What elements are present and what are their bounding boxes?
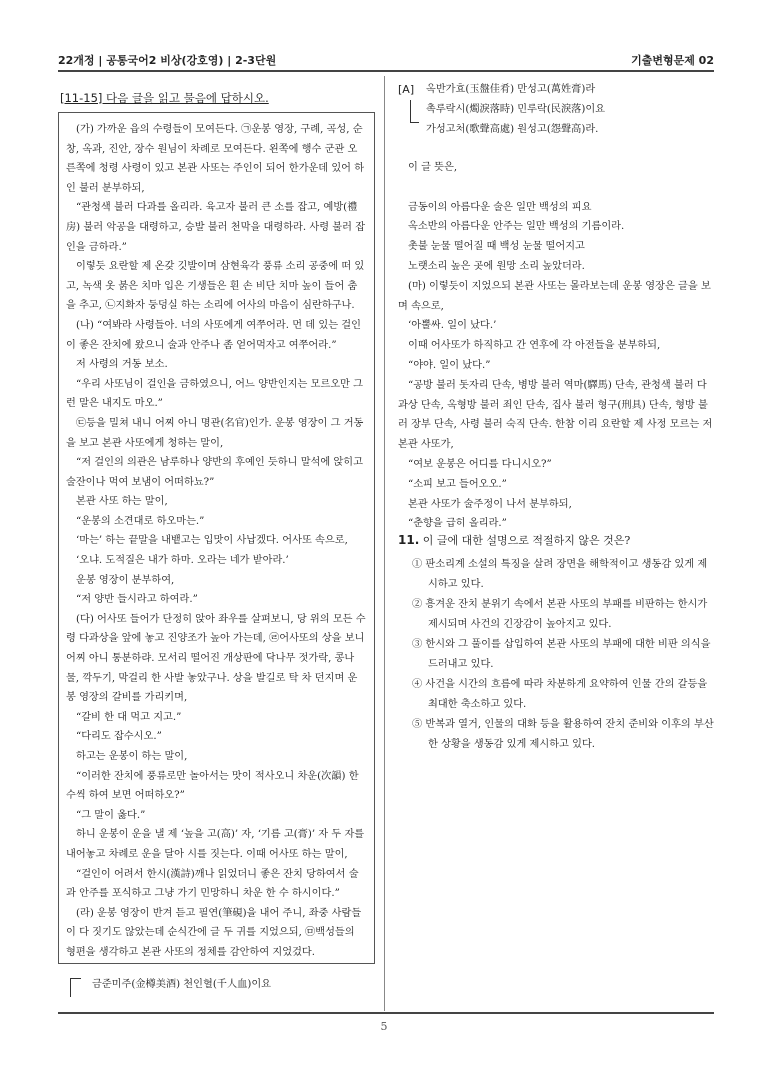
- passage-paragraph: 본관 사또 하는 말이,: [76, 496, 168, 508]
- passage-paragraph: “걸인이 어려서 한시(漢詩)깨나 읽었더니 좋은 잔치 당하여서 술과 안주를 포식하고 그냥 가기 민망하니 차운 한 수 하시이다.”: [66, 868, 359, 900]
- header-worksheet-title: 기출변형문제 02: [631, 54, 714, 67]
- question-number: 11.: [398, 533, 420, 547]
- passage-paragraph: 노랫소리 높은 곳에 원망 소리 높았더라.: [408, 260, 585, 272]
- passage-paragraph: ‘오냐. 도적질은 내가 하마. 오라는 네가 받아라.’: [76, 555, 289, 567]
- passage-paragraph: (라) 운봉 영장이 반겨 듣고 필연(筆硯)을 내어 주니, 좌중 사람들이 다 짓기도 않았는데 순식간에 글 두 귀를 지었으되, ㉤백성들의 형편을 생각하고 본관 사또의 정체를 감안하여 지었겄다.: [66, 907, 362, 958]
- passage-paragraph: 옥소반의 아름다운 안주는 일만 백성의 기름이라.: [408, 221, 625, 233]
- passage-paragraph: “공방 불러 돗자리 단속, 병방 불러 역마(驛馬) 단속, 관청색 불러 다과상 단속, 옥형방 불러 죄인 단속, 집사 불러 형구(刑具) 단속, 형방 불러 장부 단속, 사령 불러 숙직 단속. 한참 이리 요란할 제 사정 모르는 저 본관 사또가,: [398, 379, 713, 451]
- answer-options: [412, 555, 714, 755]
- passage-paragraph: 운봉 영장이 분부하여,: [76, 574, 175, 586]
- passage-paragraph: 하고는 운봉이 하는 말이,: [76, 751, 188, 762]
- passage-paragraph: 이때 어사또가 하직하고 간 연후에 각 아전들을 분부하되,: [408, 340, 661, 352]
- question-11: [398, 532, 630, 548]
- right-passage-body: [398, 158, 714, 534]
- answer-option[interactable]: ⑤ 반복과 열거, 인물의 대화 등을 활용하여 잔치 준비와 이후의 부산한 상황을 생동감 있게 제시하고 있다.: [412, 719, 714, 750]
- passage-paragraph: “다리도 잡수시오.”: [76, 731, 162, 743]
- passage-paragraph: 촛불 눈물 떨어질 때 백성 눈물 떨어지고: [408, 241, 585, 253]
- question-text: 이 글에 대한 설명으로 적절하지 않은 것은?: [422, 534, 631, 547]
- passage-paragraph: “이러한 잔치에 풍류로만 놀아서는 맛이 적사오니 차운(次韻) 한 수씩 하여 보면 어떠하오?”: [66, 770, 359, 802]
- answer-option[interactable]: ① 판소리계 소설의 특징을 살려 장면을 해학적이고 생동감 있게 제시하고 있다.: [412, 559, 708, 590]
- passage-paragraph: 하니 운봉이 운을 낼 제 ‘높을 고(高)’ 자, ‘기름 고(膏)’ 자 두 자를 내어놓고 차례로 운을 달아 시를 짓는다. 이때 어사또 하는 말이,: [66, 829, 365, 860]
- column-divider: [384, 76, 385, 1011]
- passage-paragraph: 이 글 뜻은,: [408, 162, 458, 173]
- poem-first-line: [66, 975, 271, 990]
- answer-option[interactable]: ③ 한시와 그 풀이를 삽입하여 본관 사또의 부패에 대한 비판 의식을 드러내고 있다.: [412, 639, 711, 670]
- answer-option[interactable]: ② 흥겨운 잔치 분위기 속에서 본관 사또의 부패를 비판하는 한시가 제시되며 사건의 긴장감이 높아지고 있다.: [412, 599, 708, 630]
- passage-paragraph: “소피 보고 들어오오.”: [408, 478, 507, 490]
- passage-paragraph: 본관 사또가 술주정이 나서 분부하되,: [408, 498, 572, 510]
- passage-paragraph: “춘향을 급히 올리라.”: [408, 518, 507, 530]
- passage-paragraph: 저 사령의 거동 보소.: [76, 359, 168, 371]
- answer-option[interactable]: ④ 사건을 시간의 흐름에 따라 차분하게 요약하여 인물 간의 갈등을 최대한 축소하고 있다.: [412, 679, 708, 710]
- passage-paragraph: “우리 사또님이 걸인을 금하였으니, 어느 양반인지는 모르오만 그런 말은 내지도 마오.”: [66, 378, 363, 410]
- passage-paragraph: (나) “여봐라 사령들아. 너의 사또에게 여쭈어라. 먼 데 있는 걸인이 좋은 잔치에 왔으니 술과 안주나 좀 얻어먹자고 여쭈어라.”: [66, 319, 361, 351]
- question-group-heading: [11-15] 다음 글을 읽고 물음에 답하시오.: [60, 91, 269, 105]
- passage-paragraph: “운봉의 소견대로 하오마는.”: [76, 515, 205, 527]
- passage-paragraph: “관청색 불러 다과를 올리라. 육고자 불러 큰 소를 잡고, 예방(禮房) 불러 악공을 대령하고, 승발 불러 천막을 대령하라. 사령 불러 잡인을 금하라.”: [66, 202, 366, 253]
- passage-paragraph: “여보 운봉은 어디를 다니시오?”: [408, 458, 552, 470]
- poem-first-line-text: 금준미주(金樽美酒) 천인혈(千人血)이요: [92, 979, 272, 990]
- passage-paragraph: “저 양반 들시라고 하여라.”: [76, 594, 198, 606]
- header-rule: [58, 70, 714, 72]
- passage-paragraph: “저 걸인의 의관은 남루하나 양반의 후예인 듯하니 말석에 앉히고 술잔이나 먹여 보냄이 어떠하뇨?”: [66, 457, 363, 488]
- passage-paragraph: [398, 178, 714, 198]
- footer-rule: [58, 1012, 714, 1014]
- passage-paragraph: “갈비 한 대 먹고 지고.”: [76, 711, 182, 723]
- passage-paragraph: (다) 어사또 들어가 단정히 앉아 좌우를 살펴보니, 당 위의 모든 수령 다과상을 앞에 놓고 진양조가 높아 가는데, ㉣어사또의 상을 보니 어찌 아니 통분하랴. 모서리 떨어진 개상판에 닥나무 젓가락, 콩나물, 깍두기, 막걸리 한 사발 놓았구나. 상을 발길로 탁 차 던지며 운봉 영장의 갈비를 가리키며,: [66, 613, 366, 704]
- poem-a-line: 촉루락시(燭淚落時) 민루락(民淚落)이요: [426, 104, 606, 115]
- passage-paragraph: 이렇듯 요란할 제 온갖 깃발이며 삼현육각 풍류 소리 공중에 떠 있고, 녹색 옷 붉은 치마 입은 기생들은 흰 손 비단 치마 높이 들어 춤을 추고, ㉡지화자 둥덩실 하는 소리에 어사의 마음이 심란하구나.: [66, 261, 365, 312]
- passage-paragraph: ‘마는’ 하는 끝말을 내뱉고는 입맛이 사납겠다. 어사또 속으로,: [76, 535, 348, 547]
- page-header: [58, 52, 714, 68]
- page-number: 5: [380, 1020, 388, 1033]
- poem-a-line: 가성고처(歌聲高處) 원성고(怨聲高)라.: [426, 124, 599, 135]
- passage-paragraph: “야야. 일이 났다.”: [408, 359, 491, 371]
- poem-a-label: [A]: [398, 83, 415, 96]
- passage-paragraph: (가) 가까운 읍의 수령들이 모여든다. ㉠운봉 영장, 구례, 곡성, 순창, 옥과, 진안, 장수 원님이 차례로 모여든다. 왼쪽에 행수 군관 오른쪽에 청령 사령이 있고 본관 사또는 주인이 되어 한가운데 있어 하인 불러 분부하되,: [66, 124, 365, 194]
- passage-paragraph: ㉢등을 밀쳐 내니 어찌 아니 명관(名官)인가. 운봉 영장이 그 거동을 보고 본관 사또에게 청하는 말이,: [66, 417, 364, 449]
- poem-a-bracket: [410, 100, 419, 123]
- passage-paragraph: 금동이의 아름다운 술은 일만 백성의 피요: [408, 201, 592, 213]
- passage-left-column: [66, 120, 366, 963]
- passage-paragraph: ‘아뿔싸. 일이 났다.’: [408, 320, 497, 332]
- poem-a-line: 옥반가효(玉盤佳肴) 만성고(萬姓膏)라: [426, 84, 596, 95]
- passage-paragraph: (마) 이렇듯이 지었으되 본관 사또는 몰라보는데 운봉 영장은 글을 보며 속으로,: [398, 280, 711, 312]
- header-course-info: 22개정 | 공통국어2 비상(강호영) | 2-3단원: [58, 54, 277, 67]
- passage-paragraph: “그 말이 옳다.”: [76, 809, 146, 821]
